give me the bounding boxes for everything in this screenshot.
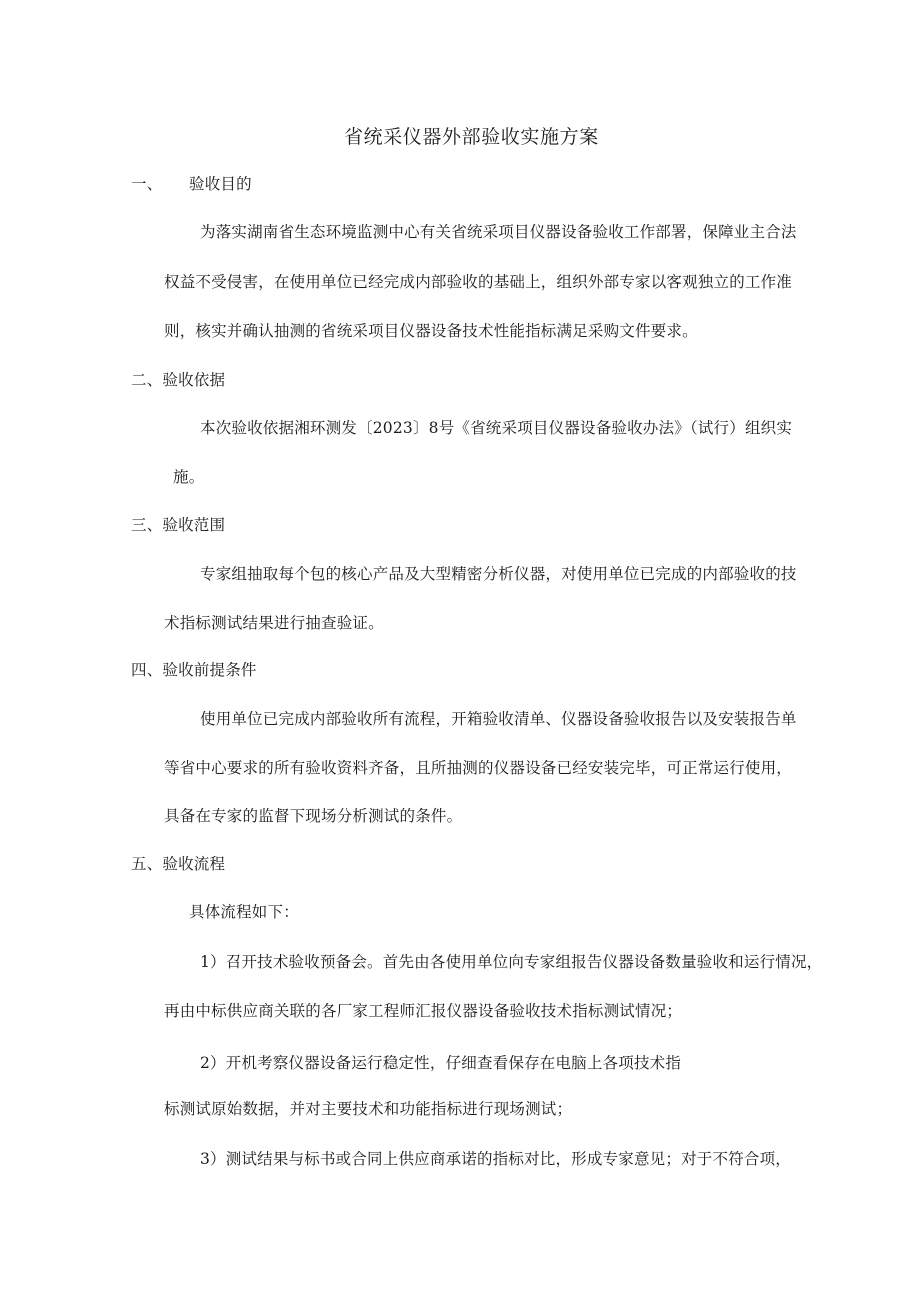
paragraph-line: 本次验收依据湘环测发〔2023〕8号《省统采项目仪器设备验收办法》（试行）组织实 [200,419,793,437]
section-4-heading: 四、验收前提条件 [131,661,257,679]
paragraph-line: 等省中心要求的所有验收资料齐备，且所抽测的仪器设备已经安装完毕，可正常运行使用， [164,759,793,777]
paragraph-line: 再由中标供应商关联的各厂家工程师汇报仪器设备验收技术指标测试情况； [164,1002,683,1020]
page-title: 省统采仪器外部验收实施方案 [344,126,599,148]
paragraph-line: 为落实湖南省生态环境监测中心有关省统采项目仪器设备验收工作部署，保障业主合法 [200,223,797,241]
paragraph-line: 施。 [173,468,205,486]
paragraph-line: 权益不受侵害，在使用单位已经完成内部验收的基础上，组织外部专家以客观独立的工作准 [164,273,793,291]
section-2-heading: 二、验收依据 [131,371,226,389]
section-5-heading: 五、验收流程 [131,855,226,873]
list-item: 2）开机考察仪器设备运行稳定性，仔细查看保存在电脑上各项技术指 [200,1054,682,1072]
paragraph-line: 则，核实并确认抽测的省统采项目仪器设备技术性能指标满足采购文件要求。 [164,322,698,340]
paragraph-line: 标测试原始数据，并对主要技术和功能指标进行现场测试； [164,1100,573,1118]
list-item: 3）测试结果与标书或合同上供应商承诺的指标对比，形成专家意见；对于不符合项， [200,1150,791,1168]
section-1-number: 一、 [131,175,163,193]
list-item: 1）召开技术验收预备会。首先由各使用单位向专家组报告仪器设备数量验收和运行情况， [200,953,823,971]
paragraph-line: 专家组抽取每个包的核心产品及大型精密分析仪器，对使用单位已完成的内部验收的技 [200,565,797,583]
paragraph-line: 具体流程如下： [189,903,299,921]
paragraph-line: 具备在专家的监督下现场分析测试的条件。 [164,807,463,825]
section-3-heading: 三、验收范围 [131,516,226,534]
paragraph-line: 使用单位已完成内部验收所有流程，开箱验收清单、仪器设备验收报告以及安装报告单 [200,710,797,728]
section-1-heading: 验收目的 [189,175,252,193]
paragraph-line: 术指标测试结果进行抽查验证。 [164,614,384,632]
